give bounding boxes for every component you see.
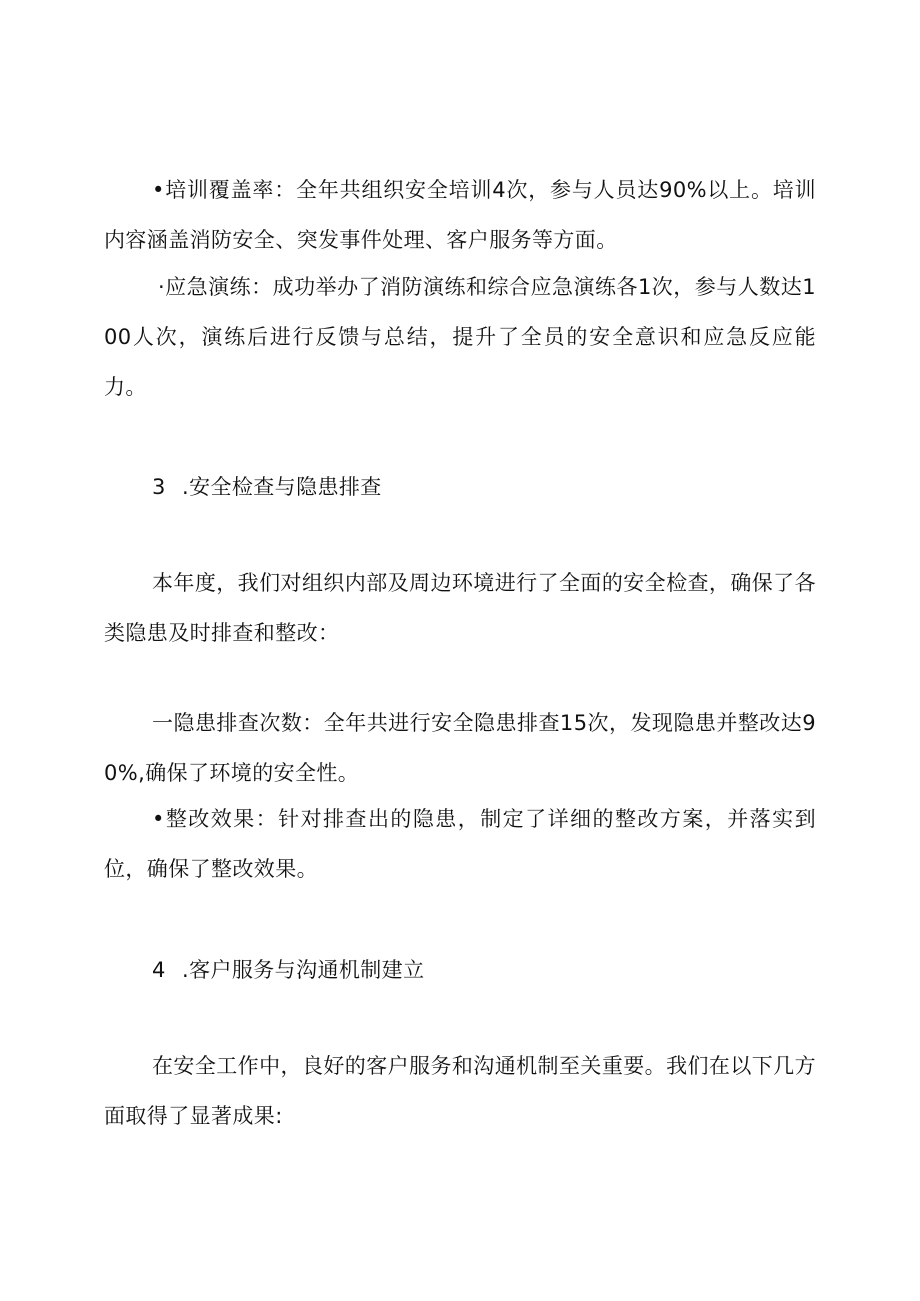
paragraph-service-intro: 在安全工作中，良好的客户服务和沟通机制至关重要。我们在以下几方面取得了显著成果:: [104, 1054, 816, 1128]
paragraph-rectification-effect: •整改效果：针对排查出的隐患，制定了详细的整改方案，并落实到位，确保了整改效果。: [104, 807, 816, 881]
paragraph-emergency-drill: ·应急演练：成功举办了消防演练和综合应急演练各1次，参与人数达100人次，演练后进行反馈与总结，提升了全员的安全意识和应急反应能力。: [104, 275, 816, 399]
section-title: .客户服务与沟通机制建立: [182, 958, 425, 982]
paragraph-inspection-intro: 本年度，我们对组织内部及周边环境进行了全面的安全检查，确保了各类隐患及时排查和整改：: [104, 571, 816, 645]
paragraph-hazard-count: 一隐患排查次数：全年共进行安全隐患排查15次，发现隐患并整改达90%,确保了环境的安全性。: [104, 711, 816, 785]
section-heading-3: [152, 472, 382, 502]
section-number: 4: [152, 958, 166, 982]
paragraph-training-coverage: •培训覆盖率：全年共组织安全培训4次，参与人员达90%以上。培训内容涵盖消防安全、突发事件处理、客户服务等方面。: [104, 178, 816, 252]
section-title: .安全检查与隐患排查: [182, 475, 382, 499]
section-number: 3: [152, 475, 166, 499]
section-heading-4: [152, 955, 424, 985]
